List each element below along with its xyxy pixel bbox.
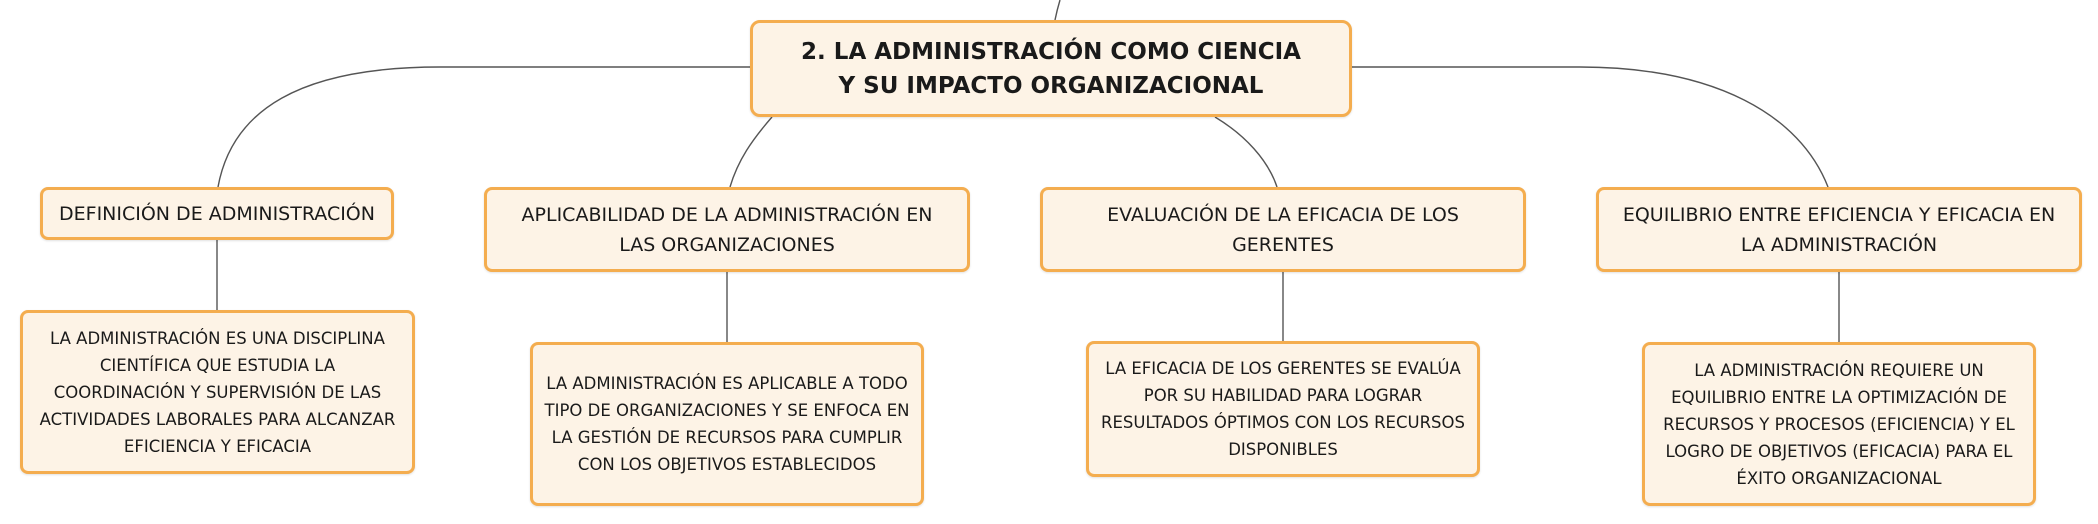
- root-topic-label: 2. LA ADMINISTRACIÓN COMO CIENCIA Y SU IMPACTO ORGANIZACIONAL: [801, 38, 1301, 99]
- detail-evaluacion[interactable]: [1086, 341, 1480, 477]
- topic-aplicabilidad[interactable]: [484, 187, 970, 272]
- detail-text: LA EFICACIA DE LOS GERENTES SE EVALÚA POR SU HABILIDAD PARA LOGRAR RESULTADOS ÓPTIMOS CON LOS RECURSOS DISPONIBLES: [1101, 359, 1465, 459]
- topic-definicion[interactable]: [40, 187, 394, 240]
- connector-root-to-evaluacion: [1215, 117, 1277, 187]
- detail-text: LA ADMINISTRACIÓN ES UNA DISCIPLINA CIENTÍFICA QUE ESTUDIA LA COORDINACIÓN Y SUPERVISIÓN DE LAS ACTIVIDADES LABORALES PARA ALCANZAR EFICIENCIA Y EFICACIA: [39, 328, 396, 456]
- connector-parent-root: [1055, 0, 1060, 20]
- detail-text: LA ADMINISTRACIÓN ES APLICABLE A TODO TIPO DE ORGANIZACIONES Y SE ENFOCA EN LA GESTIÓN DE RECURSOS PARA CUMPLIR CON LOS OBJETIVOS ESTABLECIDOS: [544, 374, 910, 474]
- detail-text: LA ADMINISTRACIÓN REQUIERE UN EQUILIBRIO ENTRE LA OPTIMIZACIÓN DE RECURSOS Y PROCESOS (EFICIENCIA) Y EL LOGRO DE OBJETIVOS (EFICACIA) PARA EL ÉXITO ORGANIZACIONAL: [1663, 360, 2015, 488]
- connector-root-to-aplicabilidad: [730, 117, 772, 187]
- connector-root-to-definicion: [218, 67, 750, 187]
- root-topic[interactable]: [750, 20, 1352, 117]
- topic-evaluacion[interactable]: [1040, 187, 1526, 272]
- detail-aplicabilidad[interactable]: [530, 342, 924, 506]
- topic-label: EQUILIBRIO ENTRE EFICIENCIA Y EFICACIA EN LA ADMINISTRACIÓN: [1622, 203, 2056, 256]
- topic-label: APLICABILIDAD DE LA ADMINISTRACIÓN EN LAS ORGANIZACIONES: [521, 203, 933, 256]
- detail-equilibrio[interactable]: [1642, 342, 2036, 506]
- connector-root-to-equilibrio: [1352, 67, 1828, 187]
- topic-equilibrio[interactable]: [1596, 187, 2082, 272]
- detail-definicion[interactable]: [20, 310, 415, 474]
- topic-label: EVALUACIÓN DE LA EFICACIA DE LOS GERENTES: [1107, 203, 1459, 256]
- topic-label: DEFINICIÓN DE ADMINISTRACIÓN: [59, 202, 375, 225]
